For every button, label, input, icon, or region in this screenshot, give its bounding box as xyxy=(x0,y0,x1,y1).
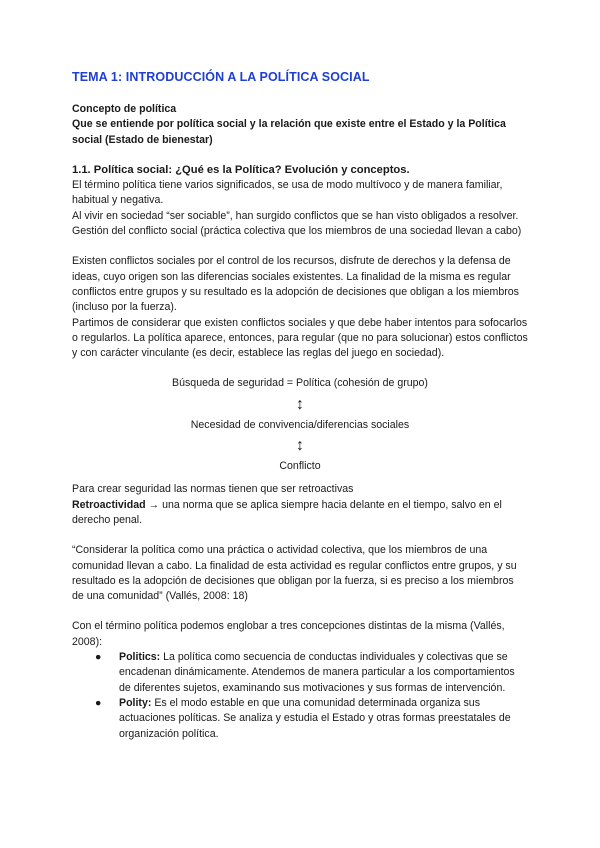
retro-definition xyxy=(72,498,528,529)
up-down-arrow-icon: ↕ xyxy=(296,437,304,455)
concept-question: Que se entiende por política social y la relación que existe entre el Estado y la Política social (Estado de bienestar) xyxy=(72,118,506,146)
list-item-term: Politics: xyxy=(119,651,161,664)
document-title: TEMA 1: INTRODUCCIÓN A LA POLÍTICA SOCIAL xyxy=(72,70,370,84)
section-heading: 1.1. Política social: ¿Qué es la Política? Evolución y conceptos. xyxy=(72,163,410,176)
quote: “Considerar la política como una práctica o actividad colectiva, que los miembros de una comunidad llevan a cabo. La finalidad de esta actividad es regular conflictos entre grupos, y su resultado es la adopción de decisiones que obligan por la fuerza, si es preciso a los miembros de una comunidad” (Vallés, 2008: 18) xyxy=(72,544,517,603)
conceptions-list xyxy=(72,650,528,742)
retro-intro: Para crear seguridad las normas tienen que ser retroactivas xyxy=(72,483,354,496)
diagram-line-conflict: Conflicto xyxy=(279,460,321,473)
list-item xyxy=(95,696,528,742)
concept-heading: Concepto de política xyxy=(72,103,177,115)
list-item-text: Es el modo estable en que una comunidad determinada organiza sus actuaciones políticas. Se analiza y estudia el Estado y otras formas preestatales de organización política. xyxy=(119,696,511,740)
retro-text: → una norma que se aplica siempre hacia delante en el tiempo, salvo en el derecho penal. xyxy=(72,498,502,526)
bullet-icon: ● xyxy=(95,696,102,709)
paragraph: El término política tiene varios significados, se usa de modo multívoco y de manera familiar, habitual y negativa. xyxy=(72,179,503,207)
list-item-term: Polity: xyxy=(119,696,152,709)
paragraph: Partimos de considerar que existen conflictos sociales y que debe haber intentos para sofocarlos o regularlos. La política aparece, entonces, para regular (que no para solucionar) estos conflictos y con carácter vinculante (es decir, establece las reglas del juego en sociedad). xyxy=(72,316,528,360)
diagram-line-security: Búsqueda de seguridad = Política (cohesión de grupo) xyxy=(172,377,428,390)
bullet-icon: ● xyxy=(95,651,102,664)
paragraph: Al vivir en sociedad “ser sociable”, han surgido conflictos que se han visto obligados a resolver. Gestión del conflicto social (práctica colectiva que los miembros de una sociedad llevan a cabo) xyxy=(72,209,522,238)
conceptions-intro: Con el término política podemos englobar a tres concepciones distintas de la misma (Vallés, 2008): xyxy=(72,620,505,648)
list-item-text: La política como secuencia de conductas individuales y colectivas que se encadenan dinámicamente. Atendemos de manera particular a los comportamientos de diferentes sujetos, examinando sus motivaciones y sus formas de intervención. xyxy=(119,651,515,694)
paragraph: Existen conflictos sociales por el control de los recursos, disfrute de derechos y la defensa de ideas, cuyo origen son las diferencias sociales existentes. La finalidad de la misma es regular conflictos entre grupos y su resultado es la adopción de decisiones que obligan a los miembros (incluso por la fuerza). xyxy=(72,255,519,314)
list-item xyxy=(95,650,528,696)
diagram-line-coexistence: Necesidad de convivencia/diferencias sociales xyxy=(190,418,410,431)
politics-diagram xyxy=(72,376,528,474)
retro-term: Retroactividad xyxy=(72,498,146,511)
up-down-arrow-icon: ↕ xyxy=(296,395,304,413)
